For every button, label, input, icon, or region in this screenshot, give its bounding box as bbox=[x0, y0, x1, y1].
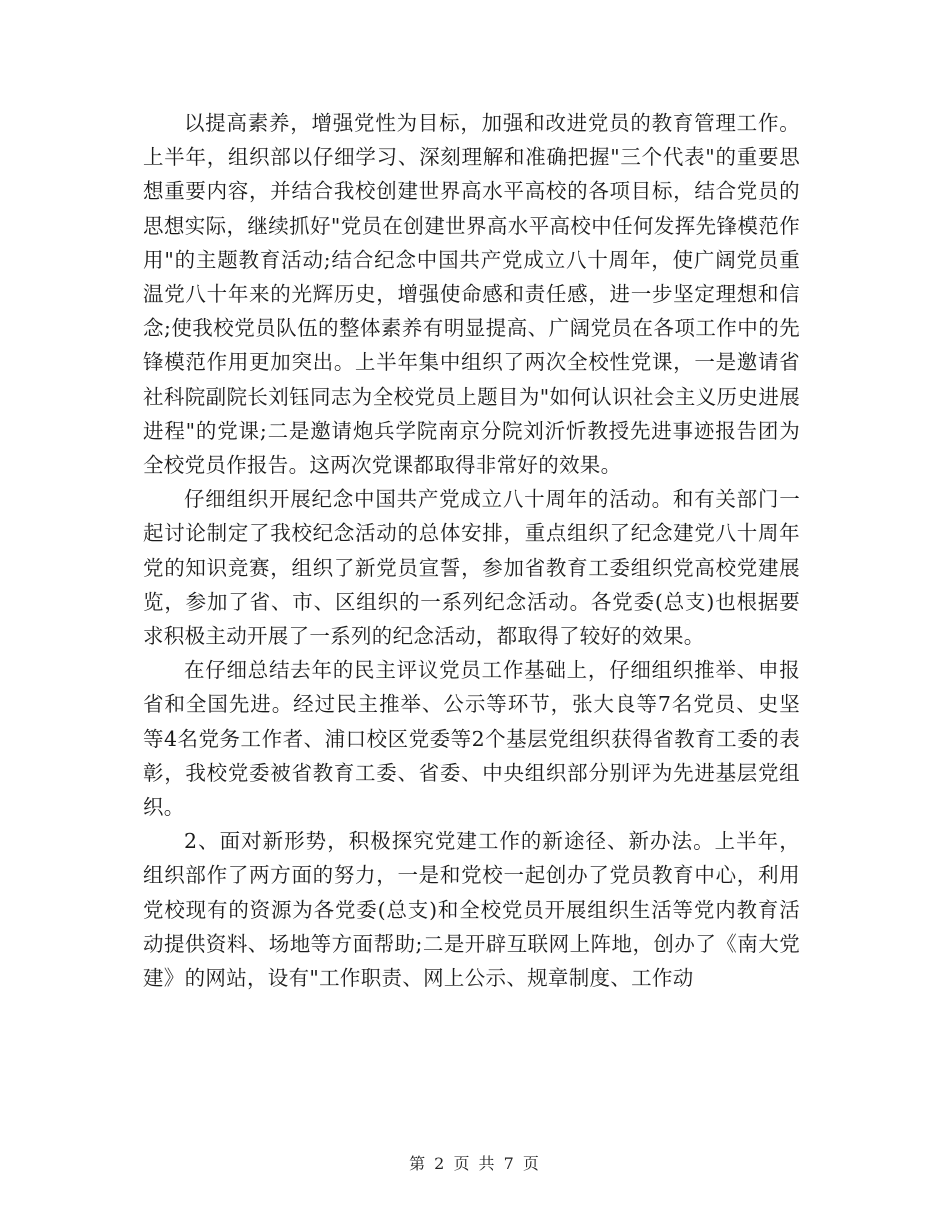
paragraph-2: 仔细组织开展纪念中国共产党成立八十周年的活动。和有关部门一起讨论制定了我校纪念活动的总体安排，重点组织了纪念建党八十周年党的知识竞赛，组织了新党员宣誓，参加省教育工委组织党高校党建展览，参加了省、市、区组织的一系列纪念活动。各党委(总支)也根据要求积极主动开展了一系列的纪念活动，都取得了较好的效果。 bbox=[143, 487, 800, 649]
paragraph-3: 在仔细总结去年的民主评议党员工作基础上，仔细组织推举、申报省和全国先进。经过民主推举、公示等环节，张大良等7名党员、史坚等4名党务工作者、浦口校区党委等2个基层党组织获得省教育工委的表彰，我校党委被省教育工委、省委、中央组织部分别评为先进基层党组织。 bbox=[143, 658, 800, 820]
page-number-footer: 第 2 页 共 7 页 bbox=[409, 1154, 541, 1173]
paragraph-1: 以提高素养，增强党性为目标，加强和改进党员的教育管理工作。上半年，组织部以仔细学习、深刻理解和准确把握"三个代表"的重要思想重要内容，并结合我校创建世界高水平高校的各项目标，结合党员的思想实际，继续抓好"党员在创建世界高水平高校中任何发挥先锋模范作用"的主题教育活动;结合纪念中国共产党成立八十周年，使广阔党员重温党八十年来的光辉历史，增强使命感和责任感，进一步坚定理想和信念;使我校党员队伍的整体素养有明显提高、广阔党员在各项工作中的先锋模范作用更加突出。上半年集中组织了两次全校性党课，一是邀请省社科院副院长刘钰同志为全校党员上题目为"如何认识社会主义历史进展进程"的党课;二是邀请炮兵学院南京分院刘沂忻教授先进事迹报告团为全校党员作报告。这两次党课都取得非常好的效果。 bbox=[143, 111, 800, 478]
paragraph-4: 2、面对新形势，积极探究党建工作的新途径、新办法。上半年，组织部作了两方面的努力，一是和党校一起创办了党员教育中心，利用党校现有的资源为各党委(总支)和全校党员开展组织生活等党内教育活动提供资料、场地等方面帮助;二是开辟互联网上阵地，创办了《南大党建》的网站，设有"工作职责、网上公示、规章制度、工作动 bbox=[143, 829, 800, 991]
document-body bbox=[143, 106, 800, 995]
